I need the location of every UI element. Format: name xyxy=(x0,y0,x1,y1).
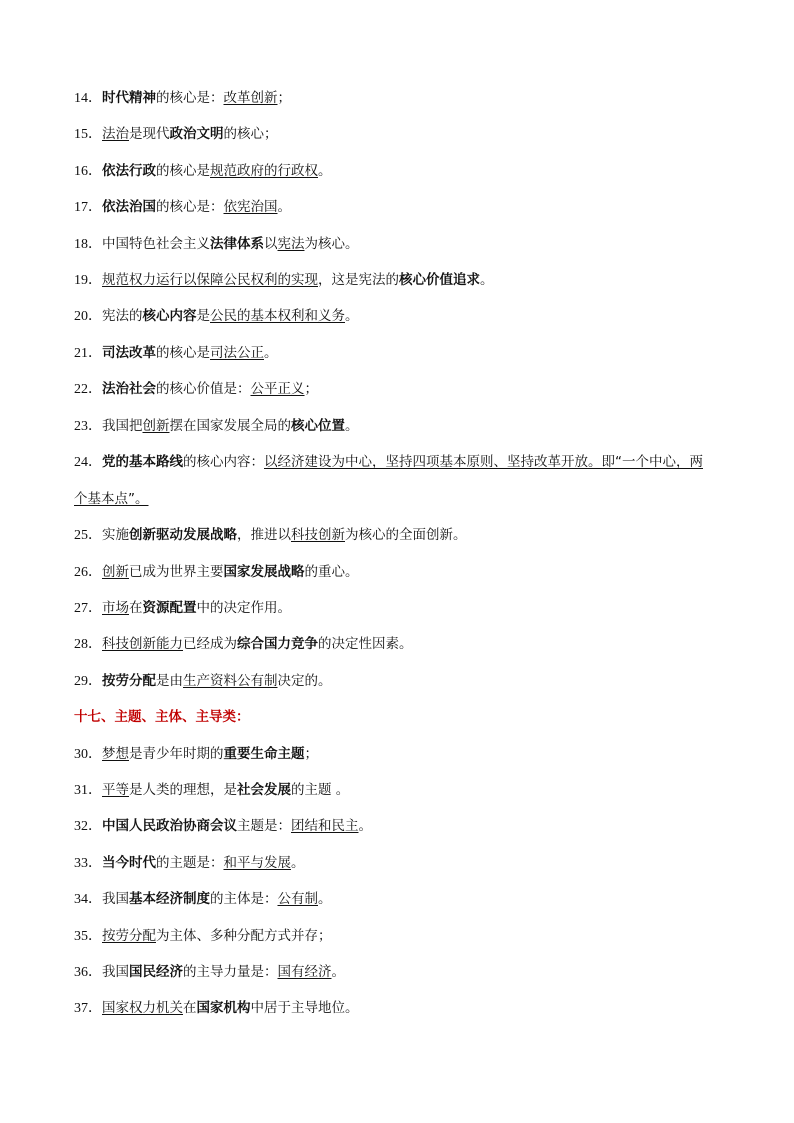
underlined-answer: 梦想 xyxy=(102,745,129,762)
text-segment: 的核心是： xyxy=(156,199,224,216)
list-item xyxy=(74,125,734,143)
underlined-answer: 市场 xyxy=(102,600,129,617)
text-segment: 主题是： xyxy=(237,818,291,835)
underlined-answer: 法治 xyxy=(102,126,129,143)
text-segment: 中的决定作用。 xyxy=(196,600,291,617)
document-body xyxy=(74,89,734,1036)
bold-term: 法治社会 xyxy=(102,381,156,398)
item-number: 36． xyxy=(74,964,102,980)
bold-term: 国家机构 xyxy=(196,1000,251,1017)
text-segment: 在 xyxy=(129,600,143,617)
text-segment: 的核心是： xyxy=(156,90,224,106)
item-continuation xyxy=(74,490,734,508)
text-segment: 我国 xyxy=(102,891,129,908)
text-segment: 宪法的 xyxy=(102,308,143,325)
bold-term: 依法行政 xyxy=(102,162,156,179)
text-segment: 在 xyxy=(183,1000,197,1017)
list-item xyxy=(74,781,734,799)
text-segment: 是青少年时期的 xyxy=(129,745,224,762)
underlined-answer: 公民的基本权利和义务 xyxy=(210,308,345,325)
list-item xyxy=(74,999,734,1017)
text-segment: 以 xyxy=(264,235,278,252)
list-item xyxy=(74,344,734,362)
item-number: 16． xyxy=(74,163,102,179)
item-number: 17． xyxy=(74,200,102,216)
list-item xyxy=(74,162,734,180)
text-segment: 的核心是 xyxy=(156,344,210,361)
list-item xyxy=(74,89,734,107)
underlined-answer: 创新 xyxy=(102,563,129,580)
text-segment: 已成为世界主要 xyxy=(129,563,224,580)
text-segment: 我国 xyxy=(102,963,129,980)
text-segment: 是人类的理想，是 xyxy=(129,782,237,799)
bold-term: 中国人民政治协商会议 xyxy=(102,818,237,835)
bold-term: 社会发展 xyxy=(237,782,291,799)
item-number: 24． xyxy=(74,454,102,470)
list-item xyxy=(74,307,734,325)
item-number: 32． xyxy=(74,819,102,835)
item-number: 25． xyxy=(74,528,102,544)
bold-term: 综合国力竞争 xyxy=(237,636,318,653)
item-number: 31． xyxy=(74,783,102,799)
text-segment: 是现代 xyxy=(129,126,170,143)
text-segment: 的重心。 xyxy=(304,563,359,580)
item-number: 18． xyxy=(74,236,102,252)
item-number: 19． xyxy=(74,272,102,288)
underlined-answer: 按劳分配 xyxy=(102,927,156,944)
bold-term: 资源配置 xyxy=(142,600,197,617)
item-number: 27． xyxy=(74,601,102,617)
bold-term: 基本经济制度 xyxy=(129,891,210,908)
list-item xyxy=(74,453,734,508)
bold-term: 依法治国 xyxy=(102,199,156,216)
item-number: 20． xyxy=(74,309,102,325)
item-number: 37． xyxy=(74,1001,102,1017)
item-number: 29． xyxy=(74,673,102,689)
item-number: 26． xyxy=(74,564,102,580)
bold-term: 国家发展战略 xyxy=(223,563,305,580)
list-item xyxy=(74,963,734,981)
text-segment: ，这是宪法的 xyxy=(318,271,399,288)
list-item xyxy=(74,854,734,872)
text-segment: 。 xyxy=(345,308,359,325)
underlined-answer: 国有经济 xyxy=(277,963,332,980)
list-item xyxy=(74,271,734,289)
list-item xyxy=(74,745,734,763)
text-segment: 。 xyxy=(277,199,291,216)
text-segment: 。 xyxy=(291,854,305,871)
underlined-answer: 个基本点”。 xyxy=(74,490,149,507)
section-heading xyxy=(74,708,734,726)
item-number: 28． xyxy=(74,637,102,653)
text-segment: 是由 xyxy=(156,672,183,689)
underlined-answer: 生产资料公有制 xyxy=(183,672,278,689)
text-segment: 是 xyxy=(196,308,210,325)
list-item xyxy=(74,672,734,690)
text-segment: 。 xyxy=(318,891,332,908)
text-segment: 的主体是： xyxy=(210,891,278,908)
item-number: 22． xyxy=(74,382,102,398)
underlined-answer: 国家权力机关 xyxy=(102,1000,183,1017)
list-item xyxy=(74,526,734,544)
item-number: 30． xyxy=(74,746,102,762)
underlined-answer: 改革创新 xyxy=(223,90,278,106)
underlined-answer: 平等 xyxy=(102,782,129,799)
underlined-answer: 规范权力运行以保障公民权利的实现 xyxy=(102,271,318,288)
text-segment: 为主体、多种分配方式并存； xyxy=(156,927,332,944)
text-segment: ； xyxy=(304,381,318,398)
list-item xyxy=(74,635,734,653)
list-item xyxy=(74,198,734,216)
item-number: 15． xyxy=(74,127,102,143)
bold-term: 按劳分配 xyxy=(102,672,156,689)
text-segment: 中居于主导地位。 xyxy=(250,1000,359,1017)
list-item xyxy=(74,235,734,253)
text-segment: 。 xyxy=(345,417,359,434)
text-segment: 摆在国家发展全局的 xyxy=(169,417,291,434)
underlined-answer: 创新 xyxy=(142,417,170,434)
text-segment: 的决定性因素。 xyxy=(318,636,413,653)
item-number: 34． xyxy=(74,892,102,908)
list-item xyxy=(74,380,734,398)
text-segment: 。 xyxy=(331,963,345,980)
bold-term: 核心价值追求 xyxy=(399,271,480,288)
text-segment: 决定的。 xyxy=(277,672,332,689)
underlined-answer: 和平与发展 xyxy=(223,854,291,871)
underlined-answer: 依宪治国 xyxy=(223,199,278,216)
underlined-answer: 团结和民主 xyxy=(291,818,359,835)
text-segment: 我国把 xyxy=(102,417,143,434)
item-number: 35． xyxy=(74,928,102,944)
section-heading-text: 十七、主题、主体、主导类： xyxy=(74,709,250,726)
bold-term: 国民经济 xyxy=(129,963,183,980)
text-segment: 的核心； xyxy=(223,126,278,143)
underlined-answer: 宪法 xyxy=(277,235,305,252)
underlined-answer: 规范政府的行政权 xyxy=(210,162,318,179)
text-segment: 。 xyxy=(480,271,494,288)
item-number: 23． xyxy=(74,418,102,434)
item-number: 14． xyxy=(74,91,102,106)
text-segment: 的核心内容： xyxy=(183,453,264,470)
underlined-answer: 公平正义 xyxy=(250,381,305,398)
text-segment: 的主导力量是： xyxy=(183,963,278,980)
underlined-answer: 以经济建设为中心，坚持四项基本原则、坚持改革开放。即“一个中心，两 xyxy=(264,453,703,470)
text-segment: ； xyxy=(277,90,291,106)
bold-term: 重要生命主题 xyxy=(223,745,305,762)
text-segment: 为核心。 xyxy=(304,235,359,252)
list-item xyxy=(74,817,734,835)
list-item xyxy=(74,927,734,945)
bold-term: 核心位置 xyxy=(291,417,345,434)
bold-term: 党的基本路线 xyxy=(102,453,183,470)
list-item xyxy=(74,599,734,617)
text-segment: 已经成为 xyxy=(183,636,237,653)
text-segment: 的核心价值是： xyxy=(156,381,251,398)
text-segment: 中国特色社会主义 xyxy=(102,235,210,252)
text-segment: 的主题是： xyxy=(156,854,224,871)
text-segment: 。 xyxy=(358,818,372,835)
bold-term: 法律体系 xyxy=(210,235,264,252)
item-number: 21． xyxy=(74,345,102,361)
bold-term: 核心内容 xyxy=(142,308,197,325)
list-item xyxy=(74,563,734,581)
text-segment: 。 xyxy=(264,344,278,361)
text-segment: 的主题 。 xyxy=(291,782,350,799)
bold-term: 政治文明 xyxy=(169,126,224,143)
text-segment: 。 xyxy=(318,162,332,179)
underlined-answer: 公有制 xyxy=(277,891,318,908)
list-item xyxy=(74,417,734,435)
underlined-answer: 科技创新能力 xyxy=(102,636,183,653)
text-segment: ； xyxy=(304,745,318,762)
underlined-answer: 科技创新 xyxy=(291,527,345,544)
text-segment: ，推进以 xyxy=(237,527,291,544)
bold-term: 司法改革 xyxy=(102,344,156,361)
text-segment: 的核心是 xyxy=(156,162,210,179)
list-item xyxy=(74,890,734,908)
bold-term: 当今时代 xyxy=(102,854,156,871)
bold-term: 时代精神 xyxy=(102,90,156,106)
bold-term: 创新驱动发展战略 xyxy=(129,527,237,544)
underlined-answer: 司法公正 xyxy=(210,344,264,361)
text-segment: 实施 xyxy=(102,527,129,544)
text-segment: 为核心的全面创新。 xyxy=(345,527,467,544)
item-number: 33． xyxy=(74,855,102,871)
